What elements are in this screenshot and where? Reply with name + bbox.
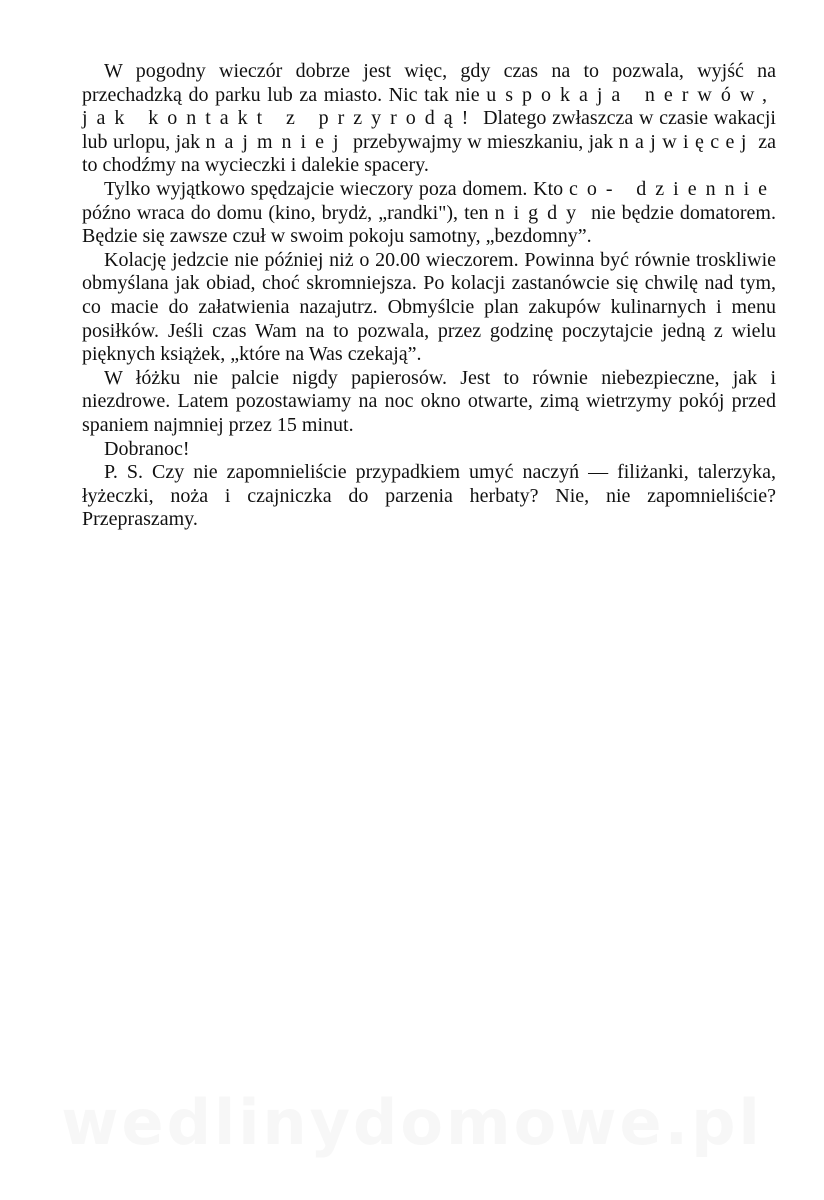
paragraph-text: nie będzie domatorem. Będzie się zawsze czuł w swoim pokoju samotny, „bezdomny”.: [82, 201, 776, 248]
spaced-emphasis: najmniej: [205, 130, 348, 153]
body-text: [82, 60, 776, 532]
paragraph-evenings-home: [82, 178, 776, 249]
paragraph-text: przebywajmy w mieszkaniu, jak: [347, 130, 619, 153]
paragraph-postscript: P. S. Czy nie zapomnieliście przypadkiem umyć naczyń — filiżanki, talerzyka, łyżeczki, noża i czajniczka do parzenia herbaty? Nie, nie zapomnieliście? Przepraszamy.: [82, 461, 776, 531]
spaced-emphasis: nigdy: [494, 201, 586, 224]
paragraph-bed: W łóżku nie palcie nigdy papierosów. Jest to równie niebezpieczne, jak i niezdrowe. Latem pozostawiamy na noc okno otwarte, zimą wietrzymy pokój przed spaniem najmniej przez 15 minut.: [82, 366, 776, 436]
paragraph-text: Dlatego zwłaszcza w czasie wakacji lub urlopu, jak: [82, 107, 776, 153]
paragraph-text: W pogodny wieczór dobrze jest więc, gdy czas na to pozwala, wyjść na przechadzką do parku lub za miasto. Nic tak nie: [82, 60, 776, 106]
spaced-emphasis: najwięcej: [618, 130, 753, 153]
spaced-emphasis: co- dziennie: [568, 177, 777, 200]
spaced-emphasis: uspokaja nerwów, jak kontakt z przyrodą!: [82, 83, 776, 130]
paragraph-text: za to chodźmy na wycieczki i dalekie spacery.: [82, 130, 776, 177]
paragraph-text: Tylko wyjątkowo spędzajcie wieczory poza domem. Kto: [104, 177, 569, 200]
watermark: wedlinydomowe.pl: [61, 1086, 763, 1159]
paragraph-text: późno wraca do domu (kino, brydż, „randki"), ten: [82, 201, 495, 224]
paragraph-evening-walk: [82, 60, 776, 178]
paragraph-supper: Kolację jedzcie nie później niż o 20.00 wieczorem. Powinna być równie troskliwie obmyślana jak obiad, choć skromniejsza. Po kolacji zastanówcie się chwilę nad tym, co macie do załatwienia nazajutrz. Obmyślcie plan zakupów kulinarnych i menu posiłków. Jeśli czas Wam na to pozwala, przez godzinę poczytajcie jedną z wielu pięknych książek, „które na Was czekają”.: [82, 248, 776, 366]
paragraph-goodnight: Dobranoc!: [104, 437, 190, 460]
